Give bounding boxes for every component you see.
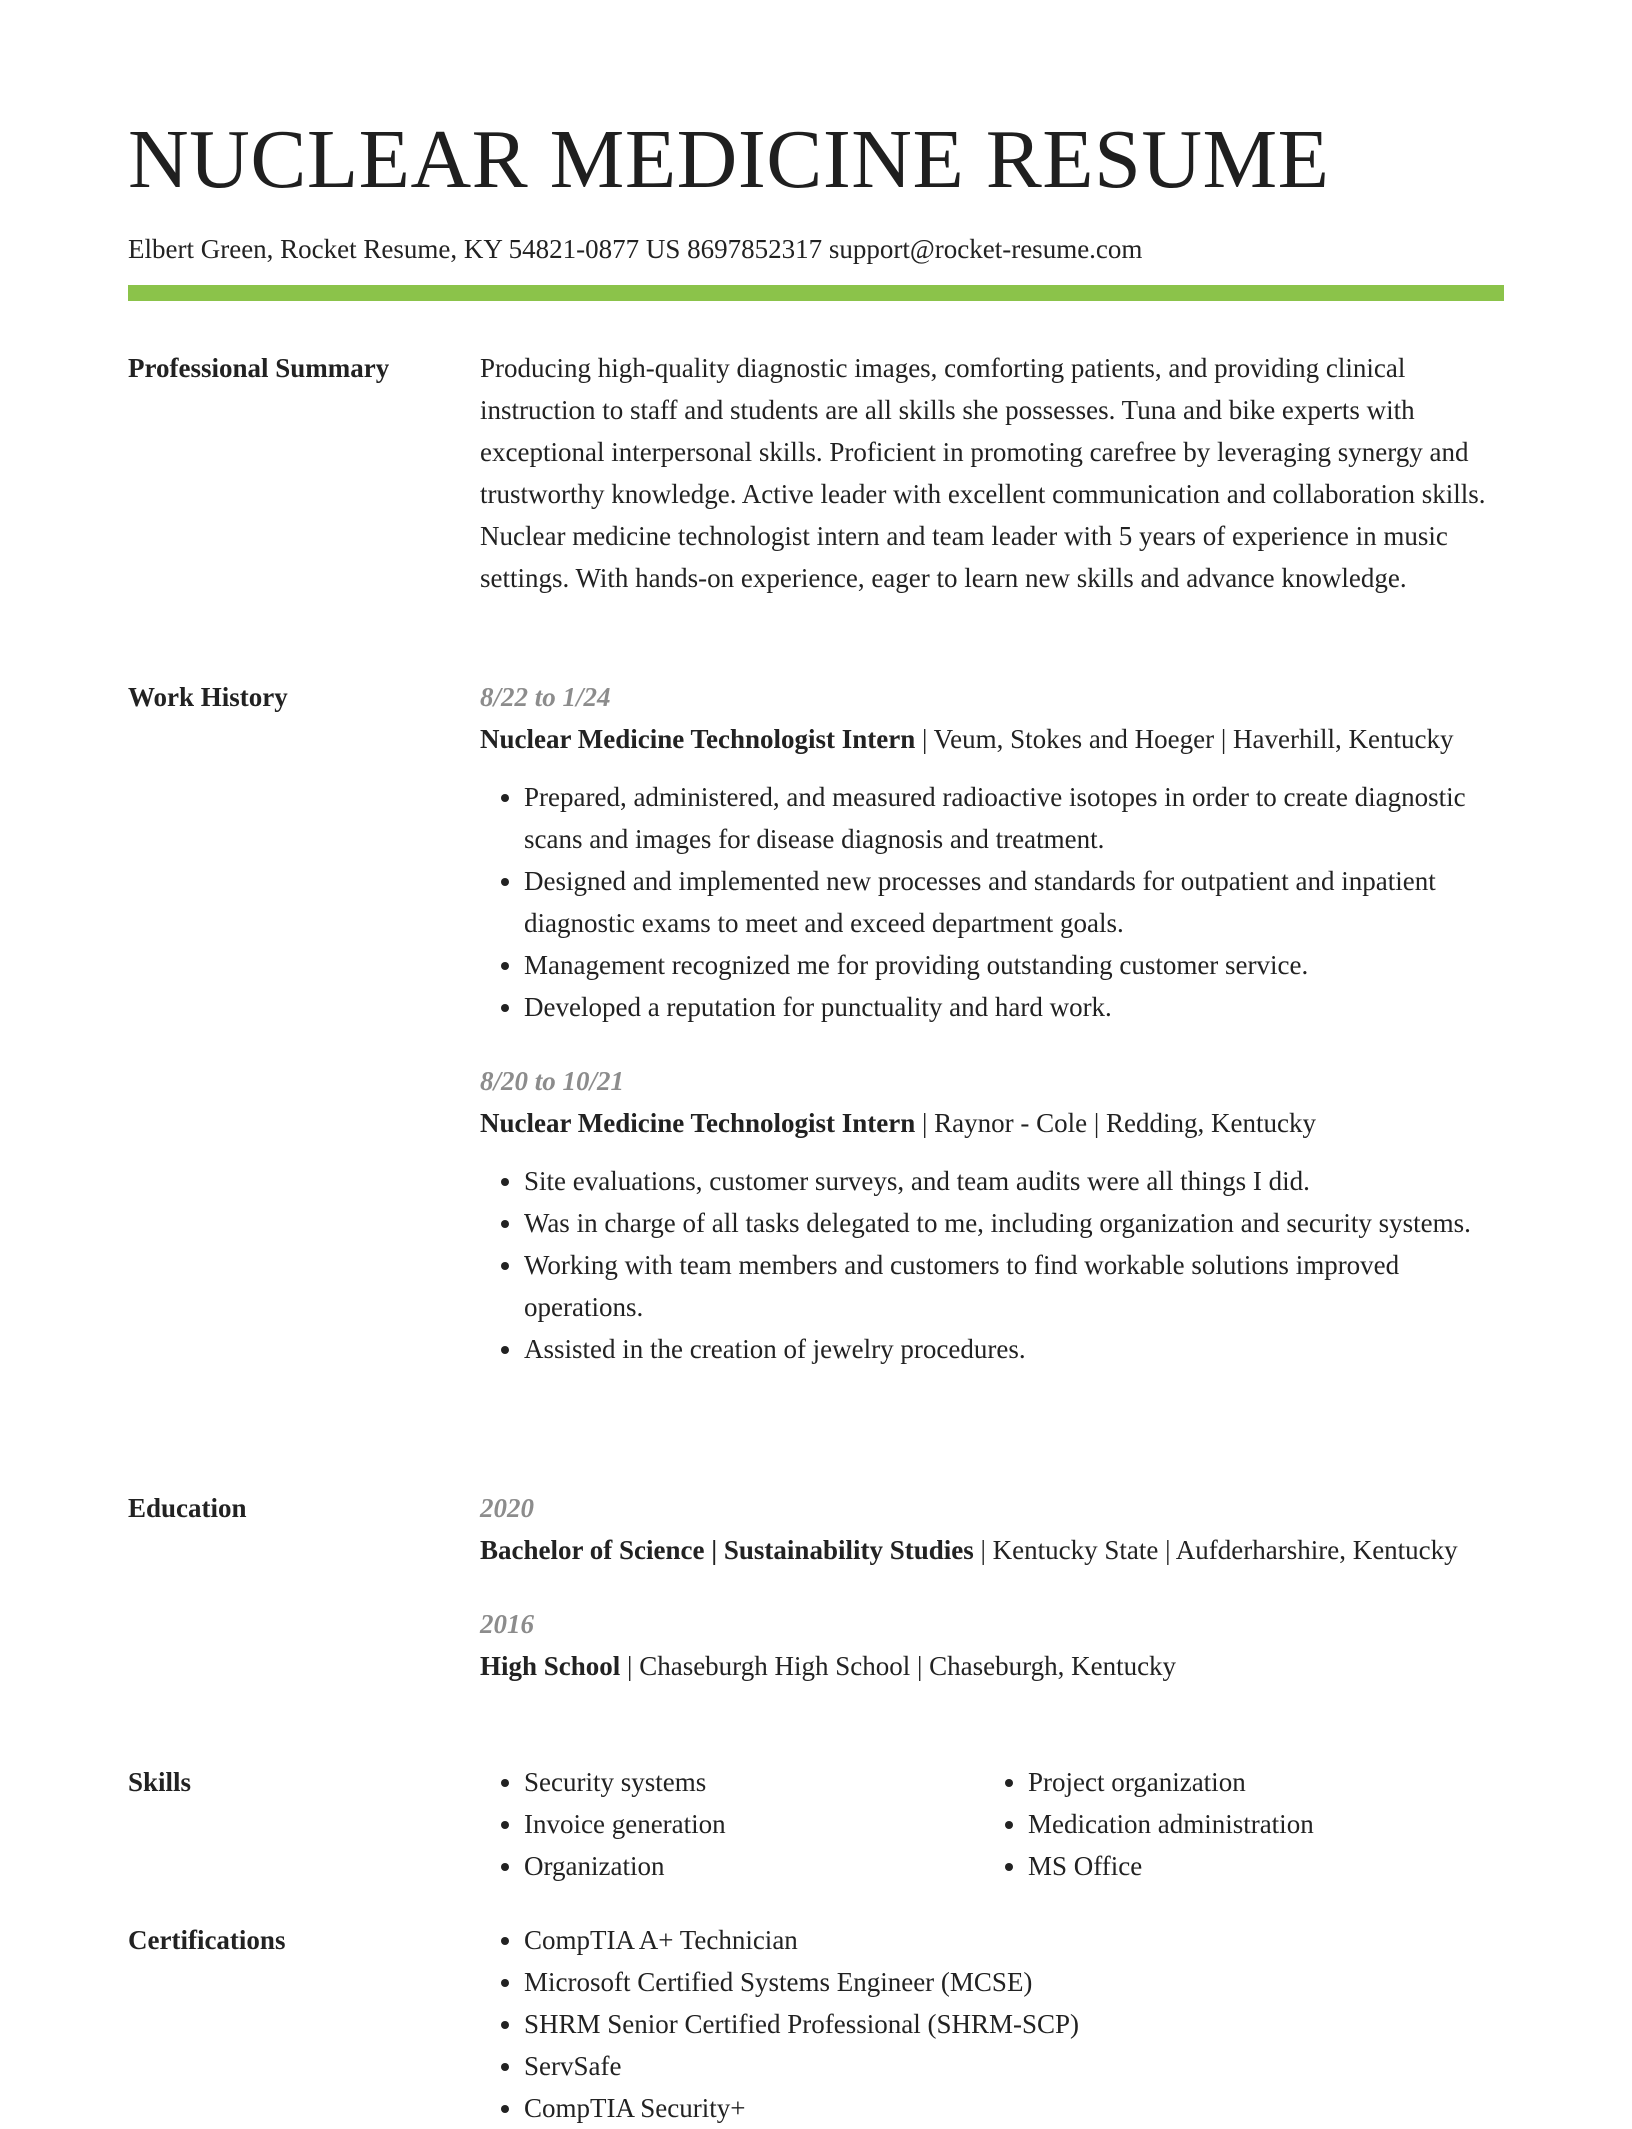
job-details: | Raynor - Cole | Redding, Kentucky [915,1108,1316,1138]
list-item: • Developed a reputation for punctuality and hard work. [524,986,1504,1028]
list-item: • Designed and implemented new processes and standards for outpatient and inpatient diagnostic exams to meet and exceed department goals. [524,860,1504,944]
accent-divider [128,285,1504,301]
job-bullets [480,776,1504,1028]
section-body [480,1487,1504,1719]
job-details: | Veum, Stokes and Hoeger | Haverhill, Kentucky [915,724,1454,754]
job-heading [480,1102,1504,1144]
section-body [480,347,1504,599]
education-degree: High School [480,1651,621,1681]
job-dates: 8/20 to 10/21 [480,1066,625,1096]
list-item: • Medication administration [1028,1803,1488,1845]
list-item: • Security systems [524,1761,984,1803]
section-label: Education [128,1493,247,1523]
job-entry [480,1060,1504,1370]
job-bullets [480,1160,1504,1370]
list-item: • Management recognized me for providing outstanding customer service. [524,944,1504,986]
list-item: • Assisted in the creation of jewelry procedures. [524,1328,1504,1370]
list-item: • Organization [524,1845,984,1887]
education-heading [480,1529,1504,1571]
section-body [480,1761,1504,1887]
job-dates: 8/22 to 1/24 [480,682,611,712]
education-heading [480,1645,1504,1687]
list-item: • Working with team members and customers to find workable solutions improved operations. [524,1244,1504,1328]
section-body [480,676,1504,1402]
section-label: Professional Summary [128,353,390,383]
education-details: | Kentucky State | Aufderharshire, Kentucky [973,1535,1458,1565]
skills-list-left [480,1761,984,1887]
summary-text: Producing high-quality diagnostic images, comforting patients, and providing clinical instruction to staff and students are all skills she possesses. Tuna and bike experts with exceptional interpersonal skills. Proficient in promoting carefree by leveraging synergy and trustworthy knowledge. Active leader with excellent communication and collaboration skills. Nuclear medicine technologist intern and team leader with 5 years of experience in music settings. With hands-on experience, eager to learn new skills and advance knowledge. [480,353,1486,593]
list-item: • CompTIA A+ Technician [524,1919,1504,1961]
education-degree: Bachelor of Science | Sustainability Studies [480,1535,974,1565]
job-entry [480,676,1504,1028]
list-item: • ServSafe [524,2045,1504,2087]
list-item: • SHRM Senior Certified Professional (SHRM-SCP) [524,2003,1504,2045]
section-label: Skills [128,1767,192,1797]
list-item: • Was in charge of all tasks delegated to me, including organization and security systems. [524,1202,1504,1244]
section-label: Work History [128,682,288,712]
list-item: • MS Office [1028,1845,1488,1887]
education-year: 2016 [480,1609,534,1639]
skills-list-right [984,1761,1488,1887]
education-year: 2020 [480,1493,534,1523]
contact-line: Elbert Green, Rocket Resume, KY 54821-0877 US 8697852317 support@rocket-resume.com [128,234,1143,264]
list-item: • CompTIA Security+ [524,2087,1504,2129]
education-entry [480,1603,1504,1687]
job-heading [480,718,1504,760]
skills-columns [480,1761,1504,1887]
section-body [480,1919,1504,2129]
job-title: Nuclear Medicine Technologist Intern [480,1108,916,1138]
list-item: • Prepared, administered, and measured radioactive isotopes in order to create diagnostic scans and images for disease diagnosis and treatment. [524,776,1504,860]
resume-title: NUCLEAR MEDICINE RESUME [128,113,1330,206]
certifications-list [480,1919,1504,2129]
job-title: Nuclear Medicine Technologist Intern [480,724,916,754]
list-item: • Microsoft Certified Systems Engineer (MCSE) [524,1961,1504,2003]
list-item: • Invoice generation [524,1803,984,1845]
section-label: Certifications [128,1925,286,1955]
education-entry [480,1487,1504,1571]
list-item: • Project organization [1028,1761,1488,1803]
list-item: • Site evaluations, customer surveys, and team audits were all things I did. [524,1160,1504,1202]
education-details: | Chaseburgh High School | Chaseburgh, Kentucky [620,1651,1177,1681]
